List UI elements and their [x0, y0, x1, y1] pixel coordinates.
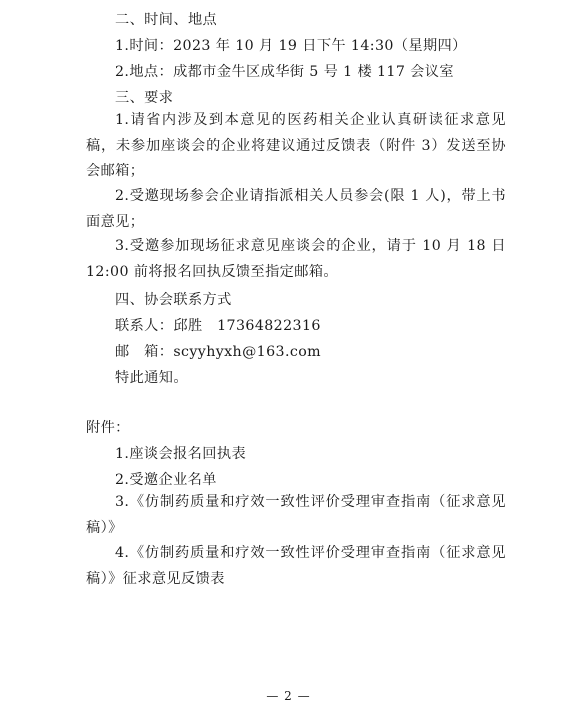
attachments-heading: 附件：	[86, 420, 130, 436]
page-number: — 2 —	[266, 689, 311, 703]
meeting-time: 1.时间：2023 年 10 月 19 日下午 14:30（星期四）	[115, 38, 467, 54]
contact-email: 邮 箱：scyyhyxh@163.com	[115, 344, 322, 360]
requirement-item-2: 2.受邀现场参会企业请指派相关人员参会(限 1 人)，带上书面意见；	[86, 188, 506, 230]
attachment-item-4: 4.《仿制药质量和疗效一致性评价受理审查指南（征求意见稿）》征求意见反馈表	[86, 545, 506, 587]
attachment-item-2: 2.受邀企业名单	[115, 472, 217, 488]
closing-text: 特此通知。	[115, 370, 188, 386]
meeting-place: 2.地点：成都市金牛区成华街 5 号 1 楼 117 会议室	[115, 64, 454, 80]
section-heading-requirements: 三、要求	[115, 90, 174, 106]
attachment-item-1: 1.座谈会报名回执表	[115, 446, 247, 462]
requirement-item-1: 1.请省内涉及到本意见的医药相关企业认真研读征求意见稿，未参加座谈会的企业将建议通过反馈表（附件 3）发送至协会邮箱；	[86, 112, 506, 179]
contact-person: 联系人：邱胜 17364822316	[115, 318, 321, 334]
requirement-item-3: 3.受邀参加现场征求意见座谈会的企业，请于 10 月 18 日 12:00 前将报名回执反馈至指定邮箱。	[86, 238, 506, 280]
section-heading-time-place: 二、时间、地点	[115, 12, 218, 28]
section-heading-contact: 四、协会联系方式	[115, 292, 232, 308]
attachment-item-3: 3.《仿制药质量和疗效一致性评价受理审查指南（征求意见稿）》	[86, 494, 506, 536]
